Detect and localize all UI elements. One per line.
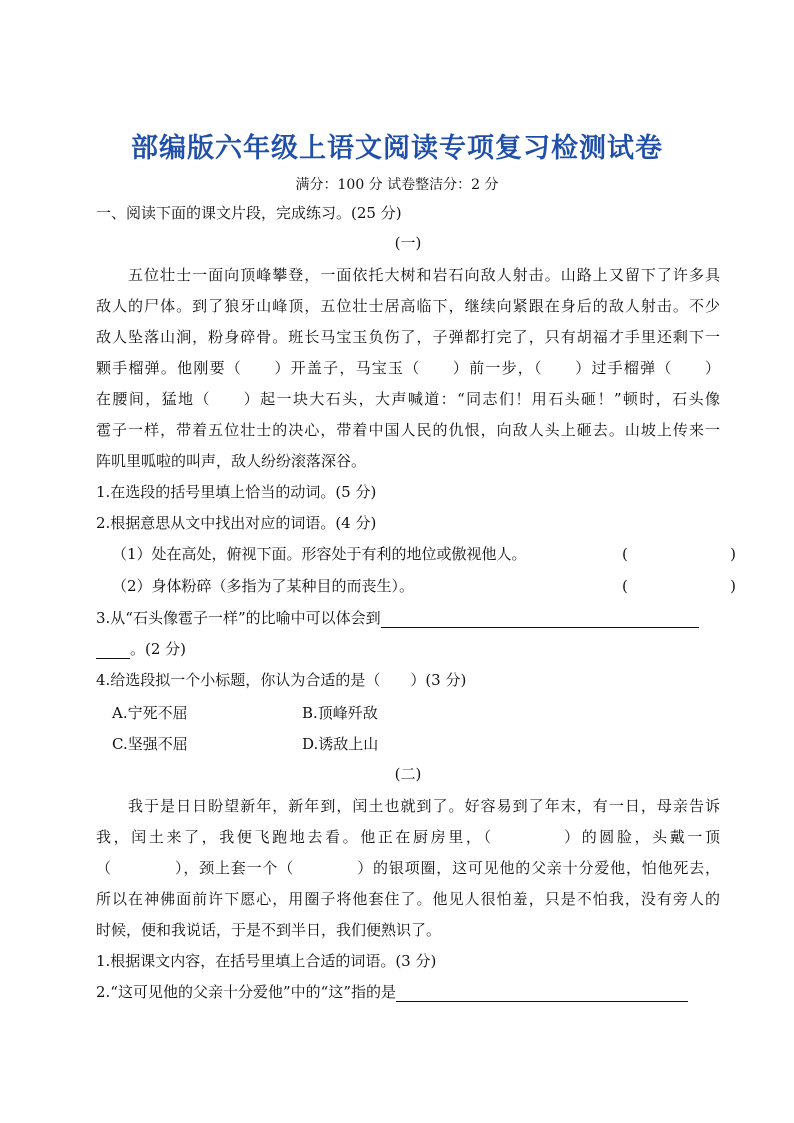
answer-blank[interactable]	[396, 983, 688, 1002]
question-2-item	[112, 576, 736, 596]
option-c[interactable]: C.坚强不屈	[112, 735, 188, 753]
answer-blank[interactable]	[381, 609, 699, 628]
passage2-line: 我，闰土来了，我便飞跑地去看。他正在厨房里，（ ）的圆脸，头戴一顶	[96, 828, 720, 846]
question-3-continued	[96, 639, 720, 659]
option-a[interactable]: A.宁死不屈	[112, 704, 188, 722]
passage2-line: 我于是日日盼望新年，新年到，闰土也就到了。好容易到了年末，有一日，母亲告诉	[128, 797, 720, 815]
part2-label: (二)	[394, 765, 422, 783]
passage1-line: 敌人坠落山涧，粉身碎骨。班长马宝玉负伤了，子弹都打完了，只有胡福才手里还剩下一	[96, 328, 720, 346]
question-2: 2.根据意思从文中找出对应的词语。(4 分)	[96, 514, 377, 532]
question-2-1: 1.根据课文内容，在括号里填上合适的词语。(3 分)	[96, 952, 437, 970]
passage1-line: 颗手榴弹。他刚要（ ）开盖子，马宝玉（ ）前一步，（ ）过手榴弹（ ）	[96, 359, 720, 377]
question-2-item	[112, 544, 736, 564]
passage2-line: 所以在神佛面前许下愿心，用圈子将他套住了。他见人很怕羞，只是不怕我，没有旁人的	[96, 890, 720, 908]
option-d[interactable]: D.诱敌上山	[302, 735, 379, 753]
answer-parentheses[interactable]: ( )	[622, 545, 736, 563]
passage1-line: 敌人的尸体。到了狼牙山峰顶，五位壮士居高临下，继续向紧跟在身后的敌人射击。不少	[96, 297, 720, 315]
section1-heading: 一、阅读下面的课文片段，完成练习。(25 分)	[96, 204, 402, 222]
question-3-end: 。(2 分)	[130, 640, 187, 658]
question-3-text: 3.从“石头像雹子一样”的比喻中可以体会到	[96, 609, 381, 627]
question-3	[96, 608, 720, 628]
passage1-line: 五位壮士一面向顶峰攀登，一面依托大树和岩石向敌人射击。山路上又留下了许多具	[128, 266, 720, 284]
passage1-line: 在腰间，猛地（ ）起一块大石头，大声喊道：“同志们！用石头砸！”顿时，石头像	[96, 390, 720, 408]
score-info: 满分：100 分 试卷整洁分：2 分	[295, 177, 499, 193]
passage1-line: 阵叽里呱啦的叫声，敌人纷纷滚落深谷。	[96, 452, 367, 470]
page-title: 部编版六年级上语文阅读专项复习检测试卷	[131, 133, 663, 164]
question-2-2-text: 2.“这可见他的父亲十分爱他”中的“这”指的是	[96, 983, 396, 1001]
option-b[interactable]: B.顶峰歼敌	[302, 704, 378, 722]
question-1: 1.在选段的括号里填上恰当的动词。(5 分)	[96, 483, 377, 501]
part1-label: (一)	[394, 234, 422, 252]
question-2-item-text: （2）身体粉碎（多指为了某种目的而丧生）。	[112, 577, 415, 595]
question-2-item-text: （1）处在高处，俯视下面。形容处于有利的地位或傲视他人。	[112, 545, 527, 563]
question-4: 4.给选段拟一个小标题，你认为合适的是（ ）(3 分)	[96, 671, 467, 689]
passage1-line: 雹子一样，带着五位壮士的决心，带着中国人民的仇恨，向敌人头上砸去。山坡上传来一	[96, 421, 720, 439]
answer-blank[interactable]	[96, 640, 130, 659]
answer-parentheses[interactable]: ( )	[622, 577, 736, 595]
passage2-line: 时候，便和我说话，于是不到半日，我们便熟识了。	[96, 921, 442, 939]
question-2-2	[96, 982, 720, 1002]
passage2-line: （ ），颈上套一个（ ）的银项圈，这可见他的父亲十分爱他，怕他死去，	[96, 859, 720, 877]
